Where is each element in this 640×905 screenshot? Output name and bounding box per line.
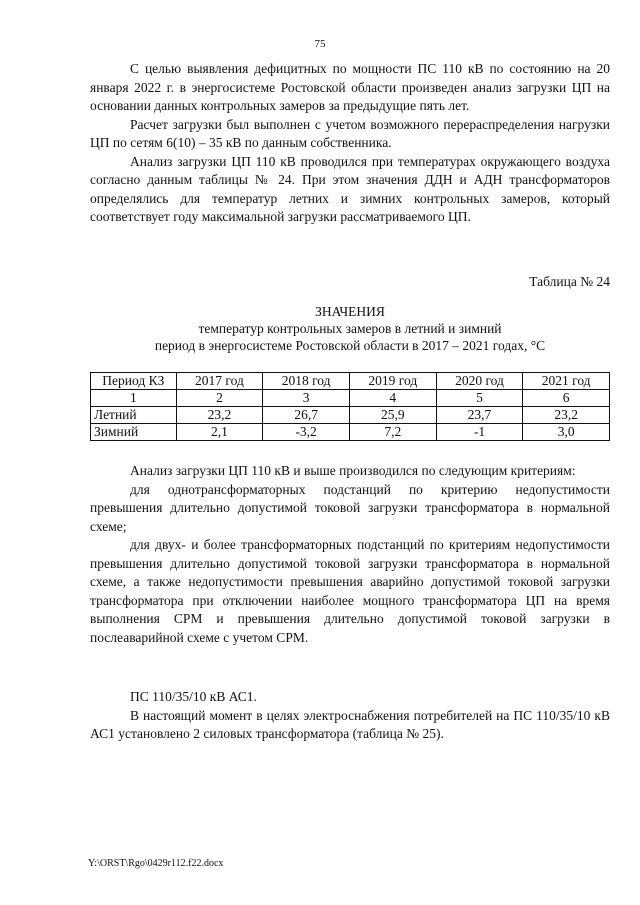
column-header: 2018 год xyxy=(263,373,350,390)
column-header: Период КЗ xyxy=(91,373,177,390)
table-cell: 25,9 xyxy=(349,407,436,424)
table-cell: 23,7 xyxy=(436,407,523,424)
table-title: ЗНАЧЕНИЯ xyxy=(315,304,385,319)
paragraph: Анализ загрузки ЦП 110 кВ и выше производился по следующим критериям: xyxy=(130,463,576,478)
table-cell: -3,2 xyxy=(263,424,350,441)
table-cell: 23,2 xyxy=(176,407,263,424)
table-cell: 26,7 xyxy=(263,407,350,424)
table-row xyxy=(91,424,610,441)
section-text xyxy=(90,688,610,744)
table-index-row xyxy=(91,390,610,407)
table-cell: 7,2 xyxy=(349,424,436,441)
page-number: 75 xyxy=(314,38,326,50)
row-header: Зимний xyxy=(91,424,177,441)
paragraph: Анализ загрузки ЦП 110 кВ проводился при температурах окружающего воздуха согласно данным таблицы № 24. При этом значения ДДН и АДН трансформаторов определялись для температур летних и зимних контрольных замеров, который соответствует году максимальной загрузки рассматриваемого ЦП. xyxy=(90,153,610,224)
section-heading: ПС 110/35/10 кВ АС1. xyxy=(130,689,257,704)
paragraph: В настоящий момент в целях электроснабжения потребителей на ПС 110/35/10 кВ АС1 установлено 2 силовых трансформатора (таблица № 25). xyxy=(90,707,610,741)
table-header-row xyxy=(91,373,610,390)
table-cell: 2 xyxy=(176,390,263,407)
table-subtitle: температур контрольных замеров в летний и зимний xyxy=(198,321,502,336)
table-cell: 6 xyxy=(523,390,610,407)
paragraph: для двух- и более трансформаторных подстанций по критериям недопустимости превышения длительно допустимой токовой загрузки трансформатора в нормальной схеме, а также недопустимости превышения аварийно допустимой токовой загрузки трансформатора при отключении наиболее мощного трансформатора ЦП на время выполнения СРМ и превышения длительно допустимой токовой загрузки в послеаварийной схеме с учетом СРМ. xyxy=(90,537,610,645)
table-cell: 3 xyxy=(263,390,350,407)
table-cell: 1 xyxy=(91,390,177,407)
column-header: 2021 год xyxy=(523,373,610,390)
intro-text xyxy=(90,60,610,227)
column-header: 2020 год xyxy=(436,373,523,390)
table-cell: 4 xyxy=(349,390,436,407)
column-header: 2019 год xyxy=(349,373,436,390)
table-title-block xyxy=(90,303,610,354)
paragraph: Расчет загрузки был выполнен с учетом возможного перераспределения нагрузки ЦП по сетям 6(10) – 35 кВ по данным собственника. xyxy=(90,116,610,150)
temperature-table xyxy=(90,372,610,441)
table-cell: 23,2 xyxy=(523,407,610,424)
paragraph: С целью выявления дефицитных по мощности ПС 110 кВ по состоянию на 20 января 2022 г. в энергосистеме Ростовской области произведен анализ загрузки ЦП на основании данных контрольных замеров за предыдущие пять лет. xyxy=(90,61,610,113)
table-subtitle: период в энергосистеме Ростовской области в 2017 – 2021 годах, °С xyxy=(154,338,546,353)
table-cell: -1 xyxy=(436,424,523,441)
table-row xyxy=(91,407,610,424)
table-label: Таблица № 24 xyxy=(529,274,610,289)
footer-file-path: Y:\ORST\Rgo\0429r112.f22.docx xyxy=(88,858,224,869)
criteria-text xyxy=(90,462,610,647)
paragraph: для однотрансформаторных подстанций по критерию недопустимости превышения длительно допустимой токовой загрузки трансформатора в нормальной схеме; xyxy=(90,481,610,534)
column-header: 2017 год xyxy=(176,373,263,390)
table-cell: 3,0 xyxy=(523,424,610,441)
table-cell: 2,1 xyxy=(176,424,263,441)
table-cell: 5 xyxy=(436,390,523,407)
row-header: Летний xyxy=(91,407,177,424)
